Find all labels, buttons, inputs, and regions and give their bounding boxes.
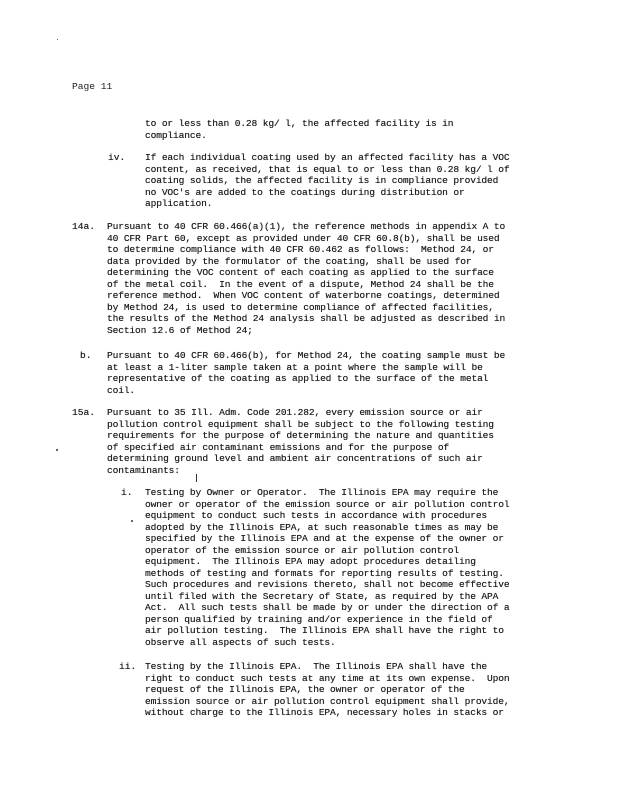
text-line: Pursuant to 40 CFR 60.466(b), for Method 24, the coating sample must be — [107, 350, 506, 361]
text-line: methods of testing and formats for reporting results of testing. — [145, 567, 504, 579]
text-line: emission source or air pollution control equipment shall provide, — [145, 695, 510, 707]
text-line: data provided by the formulator of the coating, shall be used for — [107, 255, 472, 267]
text-line: Pursuant to 35 Ill. Adm. Code 201.282, every emission source or air — [107, 407, 483, 418]
text-line: content, as received, that is equal to or less than 0.28 kg/ l of — [145, 163, 510, 175]
text-line: Section 12.6 of Method 24; — [107, 324, 253, 336]
paragraph-label: ii. — [119, 661, 137, 672]
paragraph-label: iv. — [108, 152, 126, 163]
text-line: Such procedures and revisions thereto, shall not become effective — [145, 579, 510, 590]
page-number-header: Page 11 — [72, 81, 113, 92]
text-line: compliance. — [145, 129, 207, 141]
text-line: equipment. The Illinois EPA may adopt procedures detailing — [145, 556, 476, 567]
text-line: owner or operator of the emission source or air pollution control — [145, 498, 510, 510]
paragraph-label: 14a. — [72, 221, 96, 232]
paragraph-label: b. — [80, 350, 92, 361]
text-line: representative of the coating as applied to the surface of the metal — [107, 373, 489, 384]
scan-speck — [57, 39, 58, 40]
text-line: request of the Illinois EPA, the owner or operator of the — [145, 684, 465, 695]
paragraph-label: i. — [121, 487, 133, 498]
text-line: the results of the Method 24 analysis shall be adjusted as described in — [107, 313, 506, 324]
text-line: determining ground level and ambient air concentrations of such air — [107, 453, 483, 464]
text-line: Testing by the Illinois EPA. The Illinois EPA shall have the — [145, 661, 488, 672]
text-line: right to conduct such tests at any time at its own expense. Upon — [145, 672, 510, 684]
scan-speck — [196, 474, 197, 482]
text-line: until filed with the Secretary of State, as required by the APA — [145, 590, 499, 602]
text-line: determining the VOC content of each coating as applied to the surface — [107, 267, 494, 278]
text-line: specified by the Illinois EPA and at the expense of the owner or — [145, 533, 504, 544]
text-line: requirements for the purpose of determining the nature and quantities — [107, 430, 494, 441]
text-line: of specified air contaminant emissions and for the purpose of — [107, 441, 450, 453]
text-line: application. — [145, 198, 213, 209]
text-line: contaminants: — [107, 464, 180, 476]
text-line: If each individual coating used by an affected facility has a VOC — [145, 152, 510, 163]
text-line: Testing by Owner or Operator. The Illinois EPA may require the — [145, 487, 499, 498]
text-line: to or less than 0.28 kg/ l, the affected facility is in — [145, 118, 454, 129]
text-line: reference method. When VOC content of waterborne coatings, determined — [107, 290, 500, 301]
text-line: to determine compliance with 40 CFR 60.462 as follows: Method 24, or — [107, 244, 494, 255]
text-line: 40 CFR Part 60, except as provided under 40 CFR 60.8(b), shall be used — [107, 232, 500, 244]
text-line: Pursuant to 40 CFR 60.466(a)(1), the reference methods in appendix A to — [107, 221, 506, 232]
text-line: coating solids, the affected facility is in compliance provided — [145, 175, 499, 186]
text-line: Act. All such tests shall be made by or under the direction of a — [145, 602, 510, 613]
text-line: equipment to conduct such tests in accordance with procedures — [145, 510, 488, 521]
text-line: coil. — [107, 384, 136, 396]
scan-speck — [56, 449, 58, 451]
text-line: observe all aspects of such tests. — [145, 636, 336, 648]
text-line: without charge to the Illinois EPA, necessary holes in stacks or — [145, 707, 504, 718]
text-line: no VOC's are added to the coatings during distribution or — [145, 186, 465, 198]
text-line: adopted by the Illinois EPA, at such reasonable times as may be — [145, 521, 499, 533]
text-line: at least a 1-liter sample taken at a point where the sample will be — [107, 361, 483, 373]
text-line: person qualified by training and/or experience in the field of — [145, 613, 493, 625]
text-line: operator of the emission source or air pollution control — [145, 544, 460, 556]
text-line: of the metal coil. In the event of a dispute, Method 24 shall be the — [107, 278, 494, 290]
paragraph-label: 15a. — [72, 407, 96, 418]
text-line: pollution control equipment shall be subject to the following testing — [107, 418, 494, 430]
text-line: air pollution testing. The Illinois EPA shall have the right to — [145, 625, 504, 636]
text-line: by Method 24, is used to determine compliance of affected facilities, — [107, 301, 494, 313]
scan-speck — [131, 520, 133, 522]
